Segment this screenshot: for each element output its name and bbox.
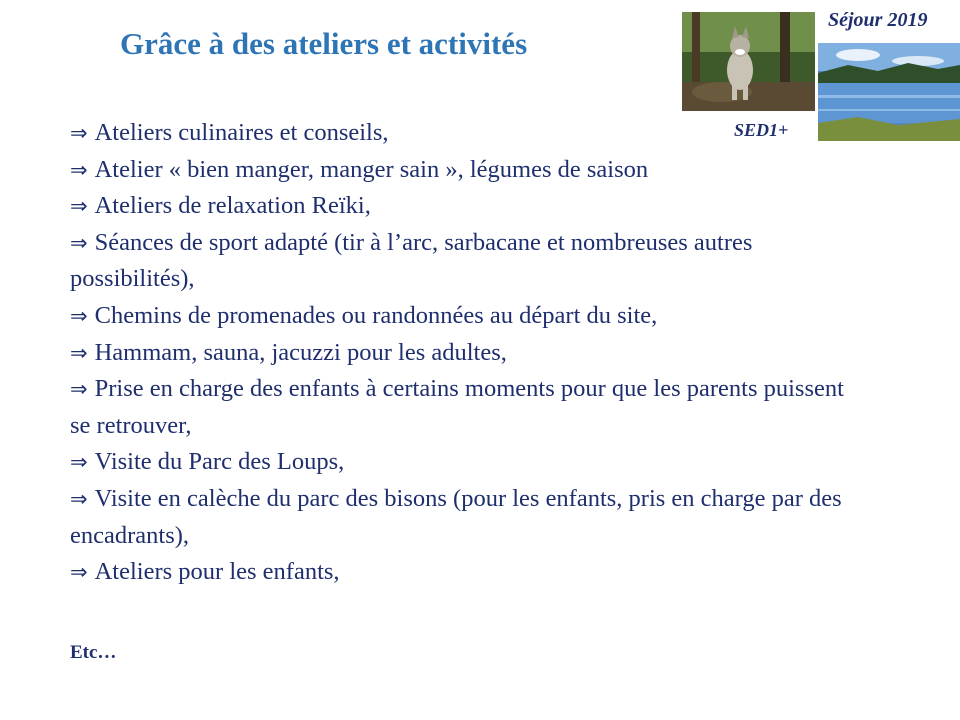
slide-title: Grâce à des ateliers et activités [120,26,528,61]
list-item-text: Ateliers pour les enfants, [94,558,340,586]
code-label: SED1+ [734,120,789,140]
list-item-text: Hammam, sauna, jacuzzi pour les adultes, [94,338,507,366]
list-item [70,371,870,444]
list-item [70,152,870,189]
list-item-text: Ateliers culinaires et conseils, [94,119,389,146]
list-item [70,115,870,152]
arrow-icon: ⇒ [70,340,88,365]
activities-list [70,115,870,591]
list-item-text: Visite en calèche du parc des bisons (pour les enfants, pris en charge par des encadrants), [70,484,842,549]
list-item [70,225,870,298]
arrow-icon: ⇒ [70,450,88,475]
arrow-icon: ⇒ [70,194,88,219]
list-item [70,188,870,225]
year-label: Séjour 2019 [828,9,928,31]
arrow-icon: ⇒ [70,303,88,328]
arrow-icon: ⇒ [70,377,88,402]
arrow-icon: ⇒ [70,157,88,182]
list-item-text: Chemins de promenades ou randonnées au départ du site, [94,301,658,329]
list-item-text: Atelier « bien manger, manger sain », légumes de saison [94,155,649,183]
list-item-text: Visite du Parc des Loups, [94,448,345,476]
list-item [70,298,870,335]
arrow-icon: ⇒ [70,230,88,255]
arrow-icon: ⇒ [70,560,88,585]
wolf-illustration [682,12,815,111]
arrow-icon: ⇒ [70,486,88,511]
list-item-text: Prise en charge des enfants à certains moments pour que les parents puissent se retrouver, [70,375,844,439]
list-item-text: Séances de sport adapté (tir à l’arc, sarbacane et nombreuses autres possibilités), [70,228,753,293]
list-item-text: Ateliers de relaxation Reïki, [94,192,371,220]
list-item [70,481,870,554]
list-item [70,335,870,372]
list-item [70,554,870,591]
arrow-icon: ⇒ [70,121,88,145]
wolf-photo [682,12,815,111]
closing-text: Etc… [70,642,117,663]
list-item [70,444,870,481]
